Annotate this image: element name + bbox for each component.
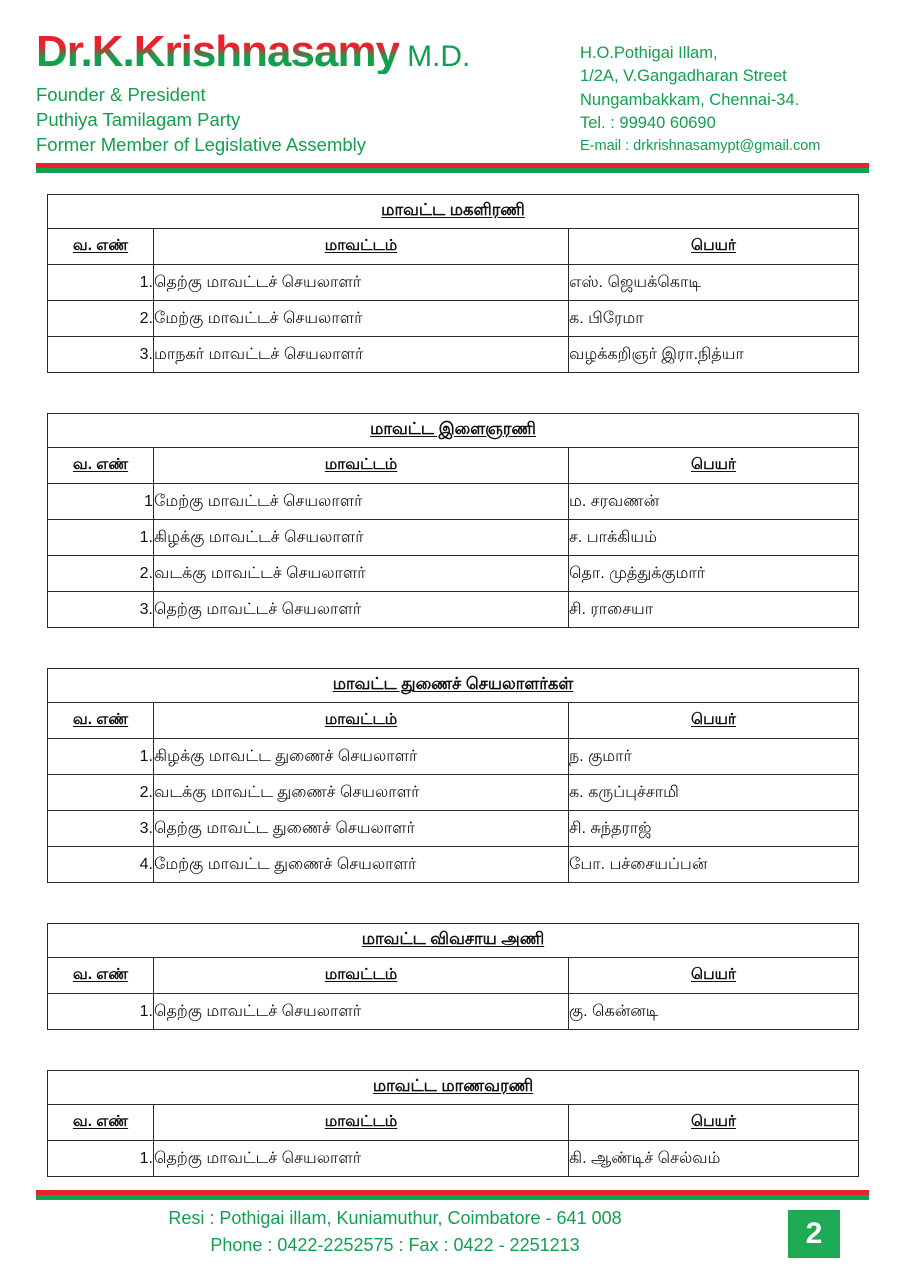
- footer-line-1: Resi : Pothigai illam, Kuniamuthur, Coimbatore - 641 008: [168, 1208, 622, 1228]
- table-row: [48, 847, 859, 883]
- column-header-name-label: பெயர்: [691, 456, 736, 473]
- table-header-row: [48, 448, 859, 484]
- table-row: [48, 775, 859, 811]
- head-office-address: [580, 42, 820, 156]
- cell-serial-number: 2.: [48, 301, 154, 337]
- cell-serial-number: 1.: [48, 520, 154, 556]
- doctor-name-line: [36, 27, 556, 76]
- table-caption-cell: [48, 195, 859, 229]
- cell-person-name: கு. கென்னடி: [569, 994, 859, 1030]
- column-header-sno-label: வ. எண்: [72, 966, 129, 983]
- column-header-sno: [48, 703, 154, 739]
- cell-district: தெற்கு மாவட்டச் செயலாளர்: [154, 592, 569, 628]
- column-header-sno-label: வ. எண்: [72, 711, 129, 728]
- column-header-district-label: மாவட்டம்: [324, 237, 398, 254]
- divider-rule-bottom: [36, 1190, 869, 1200]
- address-line-2: Nungambakkam, Chennai-34.: [580, 90, 800, 109]
- table-header-row: [48, 958, 859, 994]
- column-header-name: [569, 229, 859, 265]
- divider-rule-top: [36, 163, 869, 173]
- address-phone: Tel. : 99940 60690: [580, 114, 716, 133]
- table-row: [48, 1141, 859, 1177]
- letterhead-header: [0, 0, 905, 180]
- cell-person-name: ம. சரவணன்: [569, 484, 859, 520]
- cell-person-name: தொ. முத்துக்குமார்: [569, 556, 859, 592]
- table-caption-row: [48, 669, 859, 703]
- cell-serial-number: 1.: [48, 1141, 154, 1177]
- column-header-sno: [48, 448, 154, 484]
- table-row: [48, 556, 859, 592]
- column-header-name: [569, 1105, 859, 1141]
- cell-serial-number: 2.: [48, 556, 154, 592]
- cell-serial-number: 3.: [48, 811, 154, 847]
- table-caption-row: [48, 1071, 859, 1105]
- cell-district: தெற்கு மாவட்டச் செயலாளர்: [154, 265, 569, 301]
- footer-contact: [0, 1205, 790, 1259]
- column-header-district: [154, 448, 569, 484]
- table-caption: மாவட்ட இளைஞரணி: [370, 420, 536, 438]
- cell-serial-number: 1.: [48, 265, 154, 301]
- cell-serial-number: 3.: [48, 337, 154, 373]
- column-header-name: [569, 703, 859, 739]
- cell-serial-number: 1.: [48, 994, 154, 1030]
- cell-person-name: ச. பாக்கியம்: [569, 520, 859, 556]
- column-header-sno: [48, 229, 154, 265]
- address-line-0: H.O.Pothigai Illam,: [580, 44, 718, 62]
- cell-district: தெற்கு மாவட்டச் செயலாளர்: [154, 1141, 569, 1177]
- brand-title-0: Founder & President: [36, 84, 206, 105]
- column-header-district: [154, 229, 569, 265]
- cell-serial-number: 1.: [48, 739, 154, 775]
- cell-district: கிழக்கு மாவட்டச் செயலாளர்: [154, 520, 569, 556]
- wing-table: [47, 1070, 859, 1177]
- cell-district: தெற்கு மாவட்டச் செயலாளர்: [154, 994, 569, 1030]
- cell-district: வடக்கு மாவட்ட துணைச் செயலாளர்: [154, 775, 569, 811]
- column-header-name-label: பெயர்: [691, 1113, 736, 1130]
- column-header-district: [154, 958, 569, 994]
- doctor-name: Dr.K.Krishnasamy: [36, 27, 400, 76]
- cell-person-name: கி. ஆண்டிச் செல்வம்: [569, 1141, 859, 1177]
- table-row: [48, 994, 859, 1030]
- table-header-row: [48, 229, 859, 265]
- address-email: E-mail : drkrishnasamypt@gmail.com: [580, 137, 821, 154]
- column-header-district-label: மாவட்டம்: [324, 711, 398, 728]
- wing-table: [47, 668, 859, 883]
- table-caption-row: [48, 924, 859, 958]
- cell-district: மேற்கு மாவட்ட துணைச் செயலாளர்: [154, 847, 569, 883]
- brand-titles: [36, 82, 556, 157]
- column-header-name: [569, 958, 859, 994]
- column-header-district: [154, 703, 569, 739]
- column-header-name-label: பெயர்: [691, 237, 737, 254]
- doctor-degree: M.D.: [407, 40, 471, 73]
- column-header-district-label: மாவட்டம்: [324, 456, 398, 473]
- column-header-name-label: பெயர்: [691, 711, 737, 728]
- table-row: [48, 592, 859, 628]
- column-header-sno: [48, 1105, 154, 1141]
- cell-district: மேற்கு மாவட்டச் செயலாளர்: [154, 484, 569, 520]
- table-caption-row: [48, 195, 859, 229]
- table-caption: மாவட்ட துணைச் செயலாளர்கள்: [332, 675, 574, 693]
- wing-table: [47, 923, 859, 1030]
- cell-person-name: போ. பச்சையப்பன்: [569, 847, 859, 883]
- table-row: [48, 337, 859, 373]
- column-header-sno-label: வ. எண்: [72, 1113, 129, 1130]
- page-number-badge: 2: [788, 1210, 840, 1258]
- column-header-district-label: மாவட்டம்: [324, 1113, 398, 1130]
- table-caption-cell: [48, 414, 859, 448]
- cell-district: மாநகர் மாவட்டச் செயலாளர்: [154, 337, 569, 373]
- table-caption-cell: [48, 924, 859, 958]
- table-row: [48, 739, 859, 775]
- cell-serial-number: 3.: [48, 592, 154, 628]
- table-caption-cell: [48, 669, 859, 703]
- wing-tables-container: [47, 194, 858, 1177]
- cell-person-name: எஸ். ஜெயக்கொடி: [569, 265, 859, 301]
- cell-person-name: சி. ராசையா: [569, 592, 859, 628]
- table-row: [48, 301, 859, 337]
- footer-line-2: Phone : 0422-2252575 : Fax : 0422 - 2251213: [210, 1235, 580, 1255]
- cell-person-name: க. பிரேமா: [569, 301, 859, 337]
- cell-district: மேற்கு மாவட்டச் செயலாளர்: [154, 301, 569, 337]
- letterhead-footer: [0, 1205, 905, 1265]
- brand-block: [36, 27, 556, 157]
- table-caption-cell: [48, 1071, 859, 1105]
- brand-title-1: Puthiya Tamilagam Party: [36, 109, 241, 131]
- column-header-name-label: பெயர்: [691, 966, 736, 983]
- rule-green-stripe: [36, 1195, 869, 1200]
- wing-table: [47, 413, 859, 628]
- brand-title-2: Former Member of Legislative Assembly: [36, 134, 367, 156]
- column-header-name: [569, 448, 859, 484]
- table-caption: மாவட்ட மகளிரணி: [381, 201, 525, 219]
- cell-serial-number: 1: [48, 484, 154, 520]
- table-caption: மாவட்ட விவசாய அணி: [361, 930, 545, 948]
- table-header-row: [48, 1105, 859, 1141]
- cell-district: கிழக்கு மாவட்ட துணைச் செயலாளர்: [154, 739, 569, 775]
- cell-person-name: ந. குமார்: [569, 739, 859, 775]
- table-header-row: [48, 703, 859, 739]
- column-header-sno-label: வ. எண்: [72, 237, 129, 254]
- column-header-sno-label: வ. எண்: [72, 456, 129, 473]
- table-caption-row: [48, 414, 859, 448]
- table-row: [48, 265, 859, 301]
- cell-person-name: வழக்கறிஞர் இரா.நித்யா: [569, 337, 859, 373]
- table-caption: மாவட்ட மாணவரணி: [372, 1077, 534, 1095]
- cell-person-name: க. கருப்புச்சாமி: [569, 775, 859, 811]
- column-header-district: [154, 1105, 569, 1141]
- table-row: [48, 520, 859, 556]
- cell-district: வடக்கு மாவட்டச் செயலாளர்: [154, 556, 569, 592]
- cell-serial-number: 2.: [48, 775, 154, 811]
- cell-serial-number: 4.: [48, 847, 154, 883]
- cell-person-name: சி. சுந்தராஜ்: [569, 811, 859, 847]
- column-header-sno: [48, 958, 154, 994]
- address-line-1: 1/2A, V.Gangadharan Street: [580, 67, 787, 86]
- wing-table: [47, 194, 859, 373]
- table-row: [48, 484, 859, 520]
- column-header-district-label: மாவட்டம்: [324, 966, 398, 983]
- cell-district: தெற்கு மாவட்ட துணைச் செயலாளர்: [154, 811, 569, 847]
- table-row: [48, 811, 859, 847]
- rule-green-stripe: [36, 168, 869, 173]
